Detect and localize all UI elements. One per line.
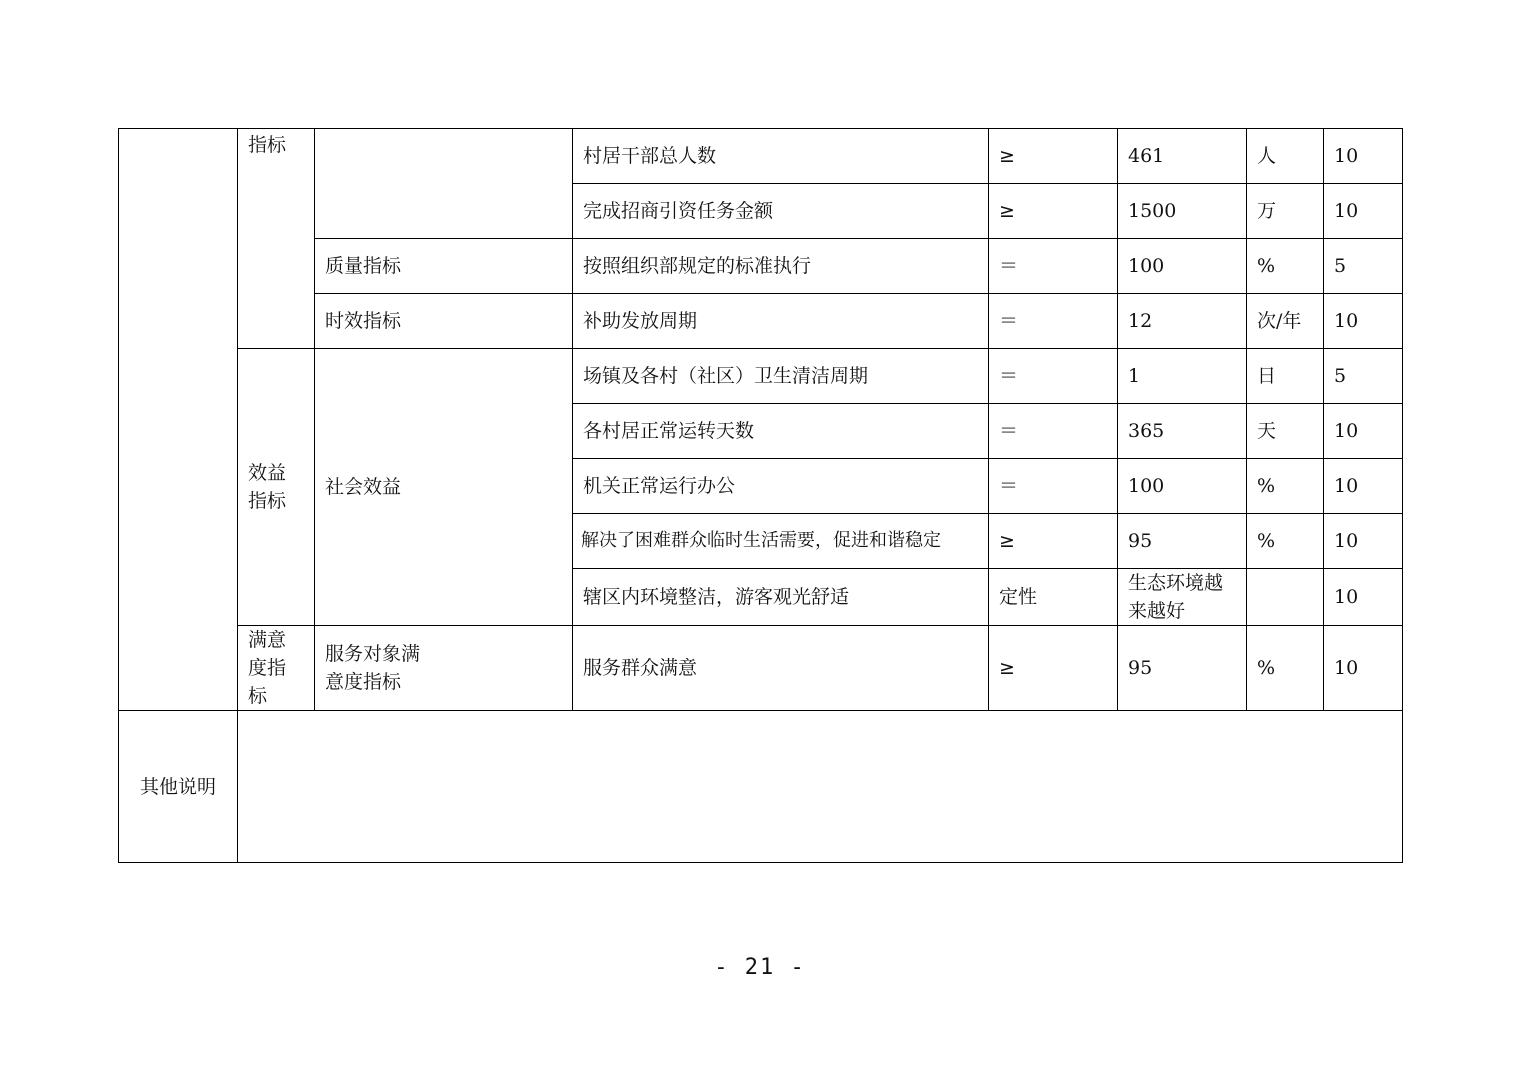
level1-benefit-line2: 指标: [248, 490, 287, 512]
other-notes-label: 其他说明: [119, 711, 238, 863]
indicator-cell: 按照组织部规定的标准执行: [573, 239, 989, 294]
weight-cell: 10: [1324, 569, 1403, 626]
level1-satisfaction-line3: 标: [248, 685, 268, 707]
unit-cell: %: [1247, 459, 1324, 514]
value-cell: 100: [1118, 459, 1247, 514]
weight-cell: 10: [1324, 514, 1403, 569]
table-row: [119, 626, 1403, 711]
operator-cell: ≥: [989, 184, 1118, 239]
unit-cell: 人: [1247, 129, 1324, 184]
indicator-cell: 辖区内环境整洁，游客观光舒适: [573, 569, 989, 626]
indicator-cell: 解决了困难群众临时生活需要，促进和谐稳定: [573, 514, 989, 569]
level1-satisfaction-line2: 度指: [248, 657, 287, 679]
value-cell: [1118, 569, 1247, 626]
value-cell: 365: [1118, 404, 1247, 459]
level2-quality-cell: 质量指标: [315, 239, 573, 294]
operator-cell: ＝: [989, 349, 1118, 404]
operator-cell: ≥: [989, 129, 1118, 184]
operator-cell: ＝: [989, 459, 1118, 514]
table-row: [119, 129, 1403, 184]
weight-cell: 10: [1324, 184, 1403, 239]
weight-cell: 10: [1324, 129, 1403, 184]
value-cell: 12: [1118, 294, 1247, 349]
page-number: - 21 -: [714, 955, 806, 980]
unit-cell: 万: [1247, 184, 1324, 239]
value-cell: 1: [1118, 349, 1247, 404]
other-notes-content: [238, 711, 1403, 863]
level1-satisfaction-cell: [238, 626, 315, 711]
value-cell: 95: [1118, 514, 1247, 569]
unit-cell: 次/年: [1247, 294, 1324, 349]
operator-cell: ≥: [989, 514, 1118, 569]
unit-cell: %: [1247, 239, 1324, 294]
unit-cell: %: [1247, 626, 1324, 711]
weight-cell: 10: [1324, 626, 1403, 711]
weight-cell: 5: [1324, 349, 1403, 404]
level1-benefit-cell: [238, 349, 315, 626]
operator-cell: ＝: [989, 294, 1118, 349]
level1-output-cell: 指标: [238, 129, 315, 349]
indicator-cell: 场镇及各村（社区）卫生清洁周期: [573, 349, 989, 404]
unit-cell: 天: [1247, 404, 1324, 459]
unit-cell: 日: [1247, 349, 1324, 404]
indicator-cell: 完成招商引资任务金额: [573, 184, 989, 239]
level1-satisfaction-line1: 满意: [248, 629, 287, 651]
indicator-cell: 各村居正常运转天数: [573, 404, 989, 459]
performance-indicator-table: [118, 128, 1403, 863]
indicator-cell: 村居干部总人数: [573, 129, 989, 184]
level2-timeliness-cell: 时效指标: [315, 294, 573, 349]
weight-cell: 10: [1324, 459, 1403, 514]
level2-social-cell: 社会效益: [315, 349, 573, 626]
unit-cell: [1247, 569, 1324, 626]
value-cell: 100: [1118, 239, 1247, 294]
table-row: [119, 349, 1403, 404]
value-cell: 461: [1118, 129, 1247, 184]
value-line2: 来越好: [1128, 600, 1186, 622]
value-cell: 1500: [1118, 184, 1247, 239]
level2-quantity-cell: [315, 129, 573, 239]
blank-category-cell: [119, 129, 238, 711]
indicator-cell: 服务群众满意: [573, 626, 989, 711]
indicator-cell: 机关正常运行办公: [573, 459, 989, 514]
weight-cell: 10: [1324, 294, 1403, 349]
operator-cell: ＝: [989, 404, 1118, 459]
indicator-cell: 补助发放周期: [573, 294, 989, 349]
operator-cell: 定性: [989, 569, 1118, 626]
level2-satisfaction-line2: 意度指标: [325, 671, 402, 693]
table-row-other-notes: [119, 711, 1403, 863]
level2-satisfaction-line1: 服务对象满: [325, 643, 421, 665]
weight-cell: 5: [1324, 239, 1403, 294]
weight-cell: 10: [1324, 404, 1403, 459]
value-line1: 生态环境越: [1128, 572, 1224, 594]
unit-cell: %: [1247, 514, 1324, 569]
level1-benefit-line1: 效益: [248, 462, 287, 484]
level2-satisfaction-cell: [315, 626, 573, 711]
value-cell: 95: [1118, 626, 1247, 711]
operator-cell: ≥: [989, 626, 1118, 711]
operator-cell: ＝: [989, 239, 1118, 294]
